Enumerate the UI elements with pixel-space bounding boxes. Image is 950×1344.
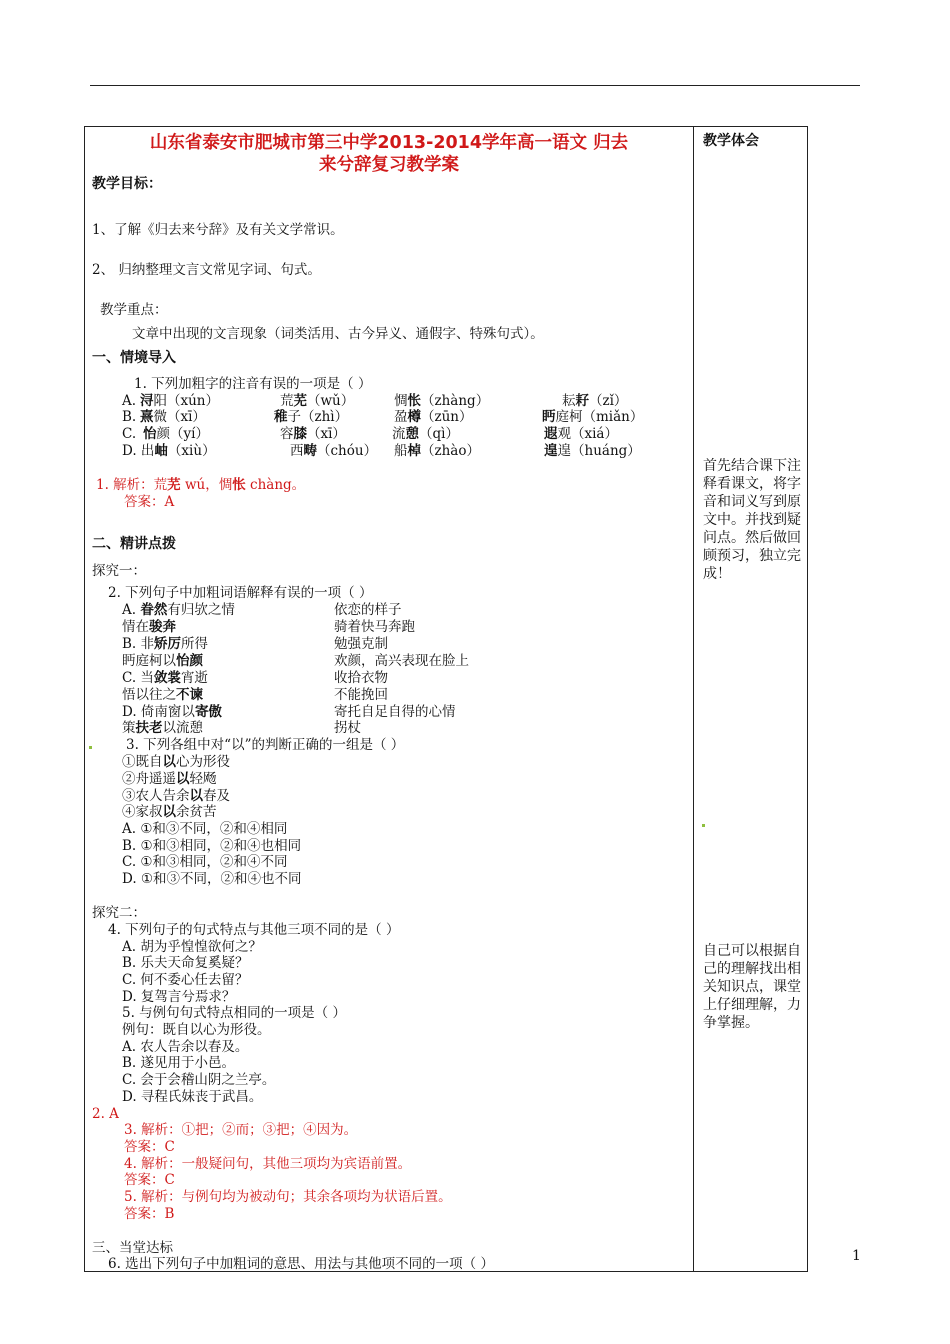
section-2-heading: 二、精讲点拨 (92, 536, 176, 552)
q1-option-b-1: 熹微（xī） (140, 409, 206, 425)
question-5: 5. 与例句句式特点相同的一项是（ ） (122, 1005, 346, 1021)
q3-option: C. ①和③相同，②和④不同 (122, 854, 288, 870)
q2-gloss: 寄托自足自得的心情 (334, 704, 456, 720)
q1-option-b-2: 稚子（zhì） (274, 409, 349, 425)
q1-answer: 答案：A (124, 494, 175, 510)
goal-item-1: 1、了解《归去来兮辞》及有关文学常识。 (92, 222, 344, 238)
q1-option-b-label: B. (122, 409, 137, 425)
explore-2-label: 探究二： (92, 905, 146, 921)
question-2: 2. 下列句子中加粗词语解释有误的一项（ ） (108, 585, 373, 601)
answer-line: 2. A (92, 1106, 119, 1122)
q2-gloss: 不能挽回 (334, 687, 388, 703)
focus-label: 教学重点： (100, 302, 168, 318)
q1-option-a-4: 耘耔（zǐ） (562, 393, 628, 409)
side-note-1: 首先结合课下注释看课文，将字音和词义写到原文中。并找到疑问点。然后做回顾预习，独立完成！ (703, 458, 801, 582)
question-4: 4. 下列句子的句式特点与其他三项不同的是（ ） (108, 922, 400, 938)
q2-gloss: 欢颜，高兴表现在脸上 (334, 653, 469, 669)
q5-option: C. 会于会稽山阴之兰亭。 (122, 1072, 276, 1088)
q1-option-d-2: 西畴（chóu） (290, 443, 378, 459)
question-1: 1. 下列加粗字的注音有误的一项是（ ） (134, 376, 372, 392)
q1-option-c-label: C. (122, 426, 137, 442)
column-divider (693, 126, 694, 1272)
q1-option-d-1: D. 出岫（xiù） (122, 443, 216, 459)
q2-gloss: 依恋的样子 (334, 602, 402, 618)
q1-option-a-3: 惆怅（zhàng） (394, 393, 490, 409)
q1-option-c-4: 遐观（xiá） (544, 426, 618, 442)
scan-speck (89, 746, 92, 749)
title-line-1: 山东省泰安市肥城市第三中学2013-2014学年高一语文 归去 (149, 133, 629, 153)
q3-option: A. ①和③不同，②和④相同 (122, 821, 288, 837)
q1-option-a-1: 浔阳（xún） (140, 393, 220, 409)
q2-option-row: A. 眷然有归欤之情 (122, 602, 235, 618)
q5-option: D. 寻程氏妹丧于武昌。 (122, 1089, 263, 1105)
q1-option-c-2: 容膝（xī） (280, 426, 346, 442)
q4-option: D. 复驾言兮焉求？ (122, 989, 236, 1005)
section-3-heading: 三、当堂达标 (92, 1240, 173, 1256)
q4-option: A. 胡为乎惶惶欲何之？ (122, 939, 262, 955)
answer-line: 3. 解析：①把；②而；③把；④因为。 (124, 1122, 358, 1138)
q1-option-b-4: 眄庭柯（miǎn） (542, 409, 644, 425)
scan-speck (702, 824, 705, 827)
q2-option-row: B. 非矫厉所得 (122, 636, 209, 652)
side-note-2: 自己可以根据自己的理解找出相关知识点，课堂上仔细理解，力争掌握。 (703, 943, 801, 1031)
question-3: 3. 下列各组中对“以”的判断正确的一组是（ ） (126, 737, 405, 753)
q1-option-a-2: 荒芜（wǔ） (280, 393, 355, 409)
q2-option-row: C. 当敛裳宵逝 (122, 670, 208, 686)
q1-option-b-3: 盈樽（zūn） (394, 409, 473, 425)
answer-line: 5. 解析：与例句均为被动句；其余各项均为状语后置。 (124, 1189, 452, 1205)
answer-line: 答案：B (124, 1206, 175, 1222)
header-rule (90, 85, 860, 86)
answer-line: 4. 解析：一般疑问句，其他三项均为宾语前置。 (124, 1156, 412, 1172)
side-column-heading: 教学体会 (703, 133, 759, 149)
q1-explanation: 1. 解析：荒芜 wú，惆怅 chàng。 (96, 477, 306, 493)
q5-option: B. 遂见用于小邑。 (122, 1055, 236, 1071)
q4-option: C. 何不委心任去留？ (122, 972, 249, 988)
q3-item: ④家叔以余贫苦 (122, 804, 217, 820)
page-number: 1 (852, 1248, 861, 1264)
q2-option-row: 策扶老以流憩 (122, 720, 203, 736)
goal-item-2: 2、 归纳整理文言文常见字词、句式。 (92, 262, 321, 278)
q2-gloss: 收拾衣物 (334, 670, 388, 686)
q3-item: ①既自以心为形役 (122, 754, 230, 770)
answer-line: 答案：C (124, 1139, 175, 1155)
q2-option-row: 情在骏奔 (122, 619, 176, 635)
explore-1-label: 探究一： (92, 563, 146, 579)
question-6: 6. 选出下列句子中加粗词的意思、用法与其他项不同的一项（ ） (108, 1256, 494, 1272)
q2-gloss: 拐杖 (334, 720, 361, 736)
q1-option-d-3: 船棹（zhào） (394, 443, 480, 459)
q3-item: ③农人告余以春及 (122, 788, 230, 804)
q1-option-c-3: 流憩（qì） (392, 426, 459, 442)
q4-option: B. 乐夫天命复奚疑？ (122, 955, 249, 971)
q1-option-c-1: 怡颜（yí） (143, 426, 209, 442)
goals-heading: 教学目标： (92, 176, 162, 192)
q1-option-a-label: A. (122, 393, 137, 409)
q5-option: A. 农人告余以春及。 (122, 1039, 249, 1055)
q5-example: 例句：既自以心为形役。 (122, 1022, 271, 1038)
q2-option-row: 眄庭柯以怡颜 (122, 653, 203, 669)
q3-option: D. ①和③不同，②和④也不同 (122, 871, 302, 887)
answer-line: 答案：C (124, 1172, 175, 1188)
focus-text: 文章中出现的文言现象（词类活用、古今异义、通假字、特殊句式）。 (132, 326, 544, 342)
q2-option-row: D. 倚南窗以寄傲 (122, 704, 222, 720)
title-line-2: 来兮辞复习教学案 (319, 155, 459, 175)
q3-item: ②舟遥遥以轻飏 (122, 771, 217, 787)
q2-gloss: 勉强克制 (334, 636, 388, 652)
q2-option-row: 悟以往之不谏 (122, 687, 203, 703)
q2-gloss: 骑着快马奔跑 (334, 619, 415, 635)
q3-option: B. ①和③相同，②和④也相同 (122, 838, 302, 854)
section-1-heading: 一、情境导入 (92, 350, 176, 366)
q1-option-d-4: 遑遑（huáng） (544, 443, 641, 459)
document-title (88, 132, 690, 176)
